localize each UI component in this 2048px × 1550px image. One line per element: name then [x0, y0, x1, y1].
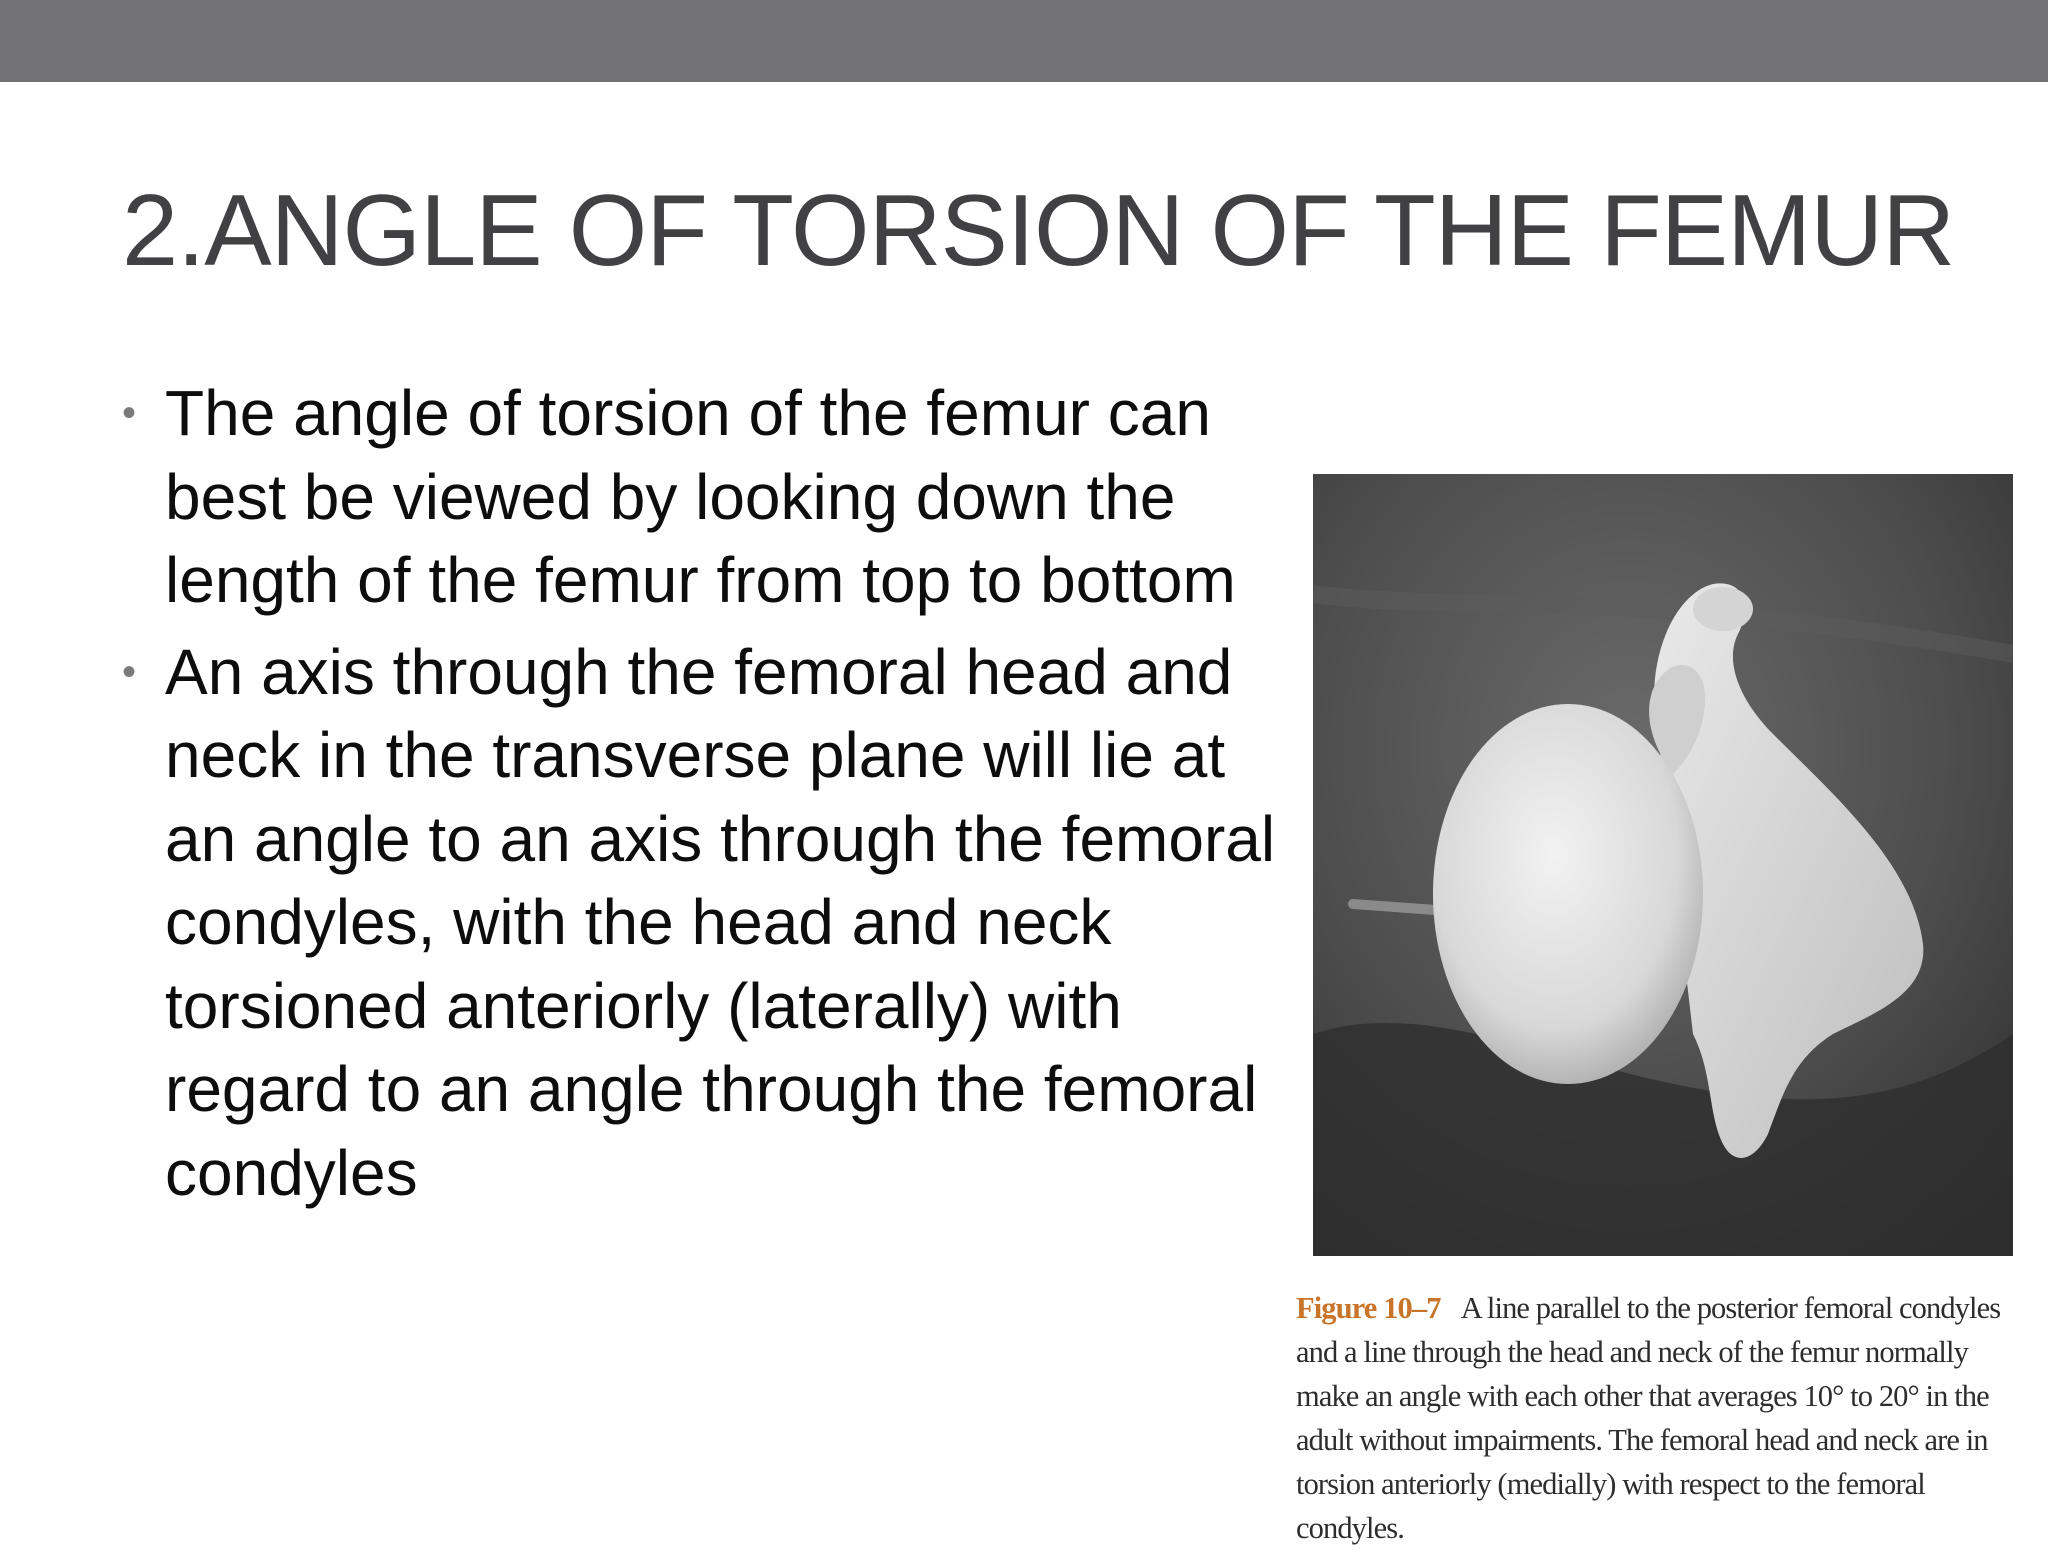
bullet-dot: • — [122, 391, 137, 435]
figure-label: Figure 10–7 — [1296, 1291, 1441, 1325]
bullet-dot: • — [122, 649, 137, 694]
bullet-item — [122, 372, 1282, 623]
femur-photo — [1313, 474, 2013, 1256]
femur-illustration — [1313, 474, 2013, 1256]
bullet-text: An axis through the femoral head and neck in the transverse plane will lie at an angle to an axis through the femoral condyles, with the head and neck torsioned anteriorly (laterally) with regard to an angle through the femoral condyles — [165, 635, 1276, 1209]
bullet-list — [122, 372, 1282, 1223]
top-bar — [0, 0, 2048, 82]
figure-caption — [1296, 1286, 2036, 1550]
slide-title: 2.ANGLE OF TORSION OF THE FEMUR — [122, 175, 1955, 287]
figure-caption-text: A line parallel to the posterior femoral condyles and a line through the head and neck of the femur normally make an angle with each other that averages 10° to 20° in the adult without impairments. The femoral head and neck are in torsion anteriorly (medially) with respect to the femoral condyles. — [1296, 1291, 2001, 1545]
bullet-item — [122, 631, 1282, 1216]
bullet-text: The angle of torsion of the femur can best be viewed by looking down the length of the femur from top to bottom — [165, 377, 1236, 616]
